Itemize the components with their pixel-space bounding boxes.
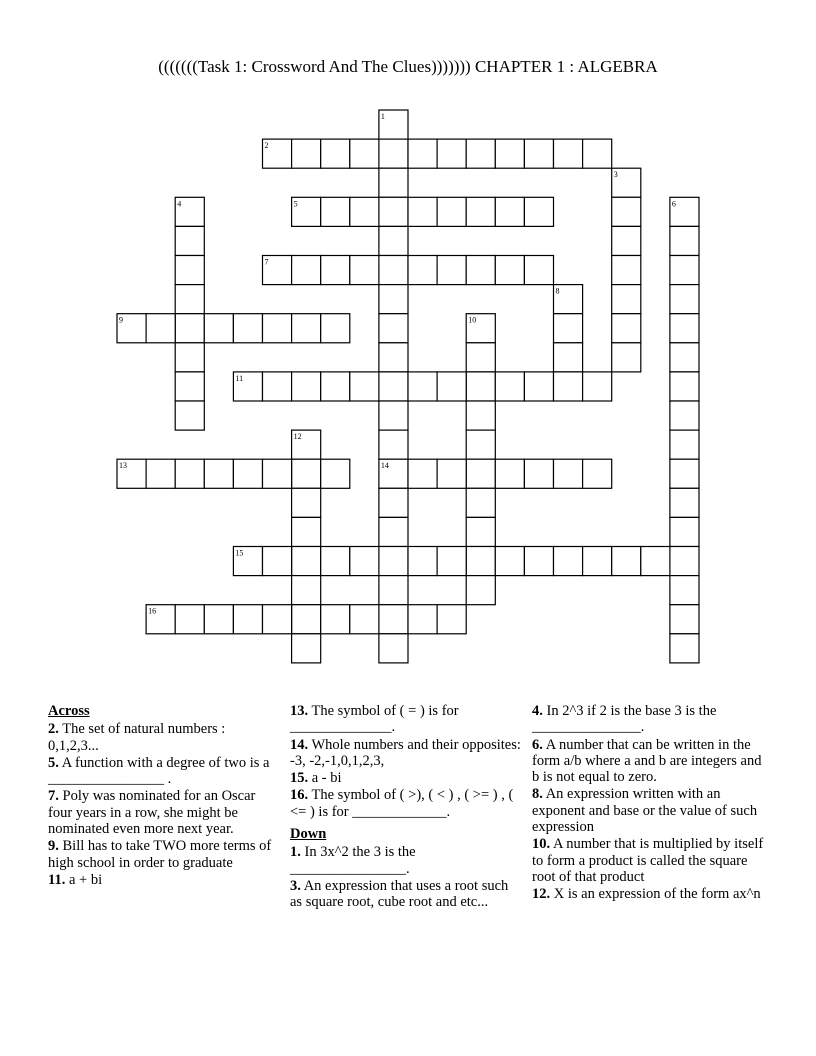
clue-text: The symbol of ( = ) is for ______________. <box>290 703 459 736</box>
clue-text: In 2^3 if 2 is the base 3 is the _______________. <box>532 703 717 736</box>
clue-number-label: 4. <box>532 703 543 719</box>
clue-item <box>48 755 276 788</box>
grid-cell[interactable] <box>583 459 612 488</box>
grid-cell[interactable] <box>379 256 408 285</box>
grid-cell[interactable] <box>554 547 583 576</box>
clue-number: 11 <box>235 373 244 383</box>
grid-cell[interactable] <box>466 517 495 546</box>
clue-item <box>532 886 772 902</box>
grid-cell[interactable] <box>292 547 321 576</box>
clue-text: Poly was nominated for an Oscar four years in a row, she might be nominated even more next year. <box>48 788 256 838</box>
clue-number: 1 <box>380 112 385 121</box>
grid-cell[interactable] <box>146 459 175 488</box>
clue-number-label: 15. <box>290 770 309 787</box>
grid-cell[interactable] <box>350 372 379 401</box>
grid-cell[interactable] <box>263 314 292 343</box>
grid-cell[interactable] <box>175 459 204 488</box>
grid-cell[interactable] <box>466 459 495 488</box>
grid-cell[interactable] <box>204 314 233 343</box>
grid-cell[interactable] <box>670 488 699 517</box>
grid-cell[interactable] <box>292 139 321 168</box>
grid-cell[interactable] <box>321 605 350 634</box>
clues-column-1 <box>48 703 276 889</box>
grid-cell[interactable] <box>263 459 292 488</box>
grid-cell[interactable] <box>379 576 408 605</box>
grid-cell[interactable] <box>670 226 699 255</box>
grid-cell[interactable] <box>524 197 553 226</box>
grid-cell[interactable] <box>554 139 583 168</box>
grid-cell[interactable] <box>379 372 408 401</box>
grid-cell[interactable] <box>379 488 408 517</box>
grid-cell[interactable] <box>554 459 583 488</box>
grid-cell[interactable] <box>495 547 524 576</box>
clue-item <box>290 787 522 820</box>
grid-cell[interactable] <box>466 576 495 605</box>
clue-text: Bill has to take TWO more terms of high school in order to graduate <box>48 838 272 871</box>
clue-item <box>290 737 522 770</box>
grid-cell[interactable] <box>524 547 553 576</box>
grid-cell[interactable] <box>408 372 437 401</box>
clue-number: 6 <box>671 199 676 209</box>
clue-number: 10 <box>468 315 477 325</box>
grid-cell[interactable] <box>670 285 699 314</box>
grid-cell[interactable] <box>554 372 583 401</box>
grid-cell[interactable] <box>379 343 408 372</box>
grid-cell[interactable] <box>466 488 495 517</box>
grid-cell[interactable] <box>408 547 437 576</box>
grid-cell[interactable] <box>379 168 408 197</box>
grid-cell[interactable] <box>175 372 204 401</box>
grid-cell[interactable] <box>321 256 350 285</box>
clue-item <box>48 721 276 754</box>
grid-cell[interactable] <box>466 372 495 401</box>
clue-number: 2 <box>264 141 269 151</box>
grid-cell[interactable] <box>670 256 699 285</box>
grid-cell[interactable] <box>379 401 408 430</box>
grid-cell[interactable] <box>292 576 321 605</box>
clue-item <box>532 836 772 885</box>
grid-cell[interactable] <box>583 547 612 576</box>
clue-text: a - bi <box>308 770 342 787</box>
clue-number-label: 11. <box>48 871 66 888</box>
clue-number: 4 <box>177 199 182 209</box>
grid-cell[interactable] <box>379 285 408 314</box>
grid-cell[interactable] <box>263 372 292 401</box>
grid-cell[interactable] <box>437 372 466 401</box>
page-title: (((((((Task 1: Crossword And The Clues))))))) CHAPTER 1 : ALGEBRA <box>158 57 658 76</box>
clue-number-label: 2. <box>48 721 59 738</box>
grid-cell[interactable] <box>321 372 350 401</box>
grid-cell[interactable] <box>204 459 233 488</box>
clue-item <box>532 786 772 835</box>
grid-cell[interactable] <box>524 256 553 285</box>
grid-cell[interactable] <box>612 197 641 226</box>
clue-number: 3 <box>613 170 618 180</box>
clue-text: Whole numbers and their opposites: -3, -2,-1,0,1,2,3, <box>290 736 521 769</box>
clue-number-label: 1. <box>290 844 301 861</box>
clues-column-3 <box>532 703 772 904</box>
clue-text: A function with a degree of two is a ________________ . <box>48 754 270 788</box>
grid-cell[interactable] <box>233 314 262 343</box>
grid-cell[interactable] <box>670 314 699 343</box>
down-heading: Down <box>290 826 327 843</box>
grid-cell[interactable] <box>292 488 321 517</box>
grid-cell[interactable] <box>583 372 612 401</box>
grid-cell[interactable] <box>321 139 350 168</box>
grid-cell[interactable] <box>292 314 321 343</box>
grid-cell[interactable] <box>641 547 670 576</box>
grid-cell[interactable] <box>437 256 466 285</box>
grid-cell[interactable] <box>554 314 583 343</box>
clue-number: 7 <box>264 257 269 267</box>
grid-cell[interactable] <box>670 401 699 430</box>
clue-item <box>532 703 772 736</box>
grid-cell[interactable] <box>408 256 437 285</box>
clue-text: An expression that uses a root such as square root, cube root and etc... <box>290 877 509 911</box>
clue-number: 8 <box>555 286 560 296</box>
grid-cell[interactable] <box>583 139 612 168</box>
clue-text: A number that can be written in the form a/b where a and b are integers and b is not equal to zero. <box>532 736 762 786</box>
clue-number: 15 <box>235 548 244 558</box>
grid-cell[interactable] <box>263 547 292 576</box>
clue-number-label: 13. <box>290 703 309 719</box>
grid-cell[interactable] <box>292 634 321 663</box>
grid-cell[interactable] <box>379 314 408 343</box>
grid-cell[interactable] <box>379 226 408 255</box>
grid-cell[interactable] <box>350 547 379 576</box>
grid-cell[interactable] <box>495 372 524 401</box>
grid-cell[interactable] <box>670 517 699 546</box>
clue-number: 14 <box>380 461 389 471</box>
grid-cell[interactable] <box>408 459 437 488</box>
grid-cell[interactable] <box>292 459 321 488</box>
clue-item <box>48 788 276 837</box>
grid-cell[interactable] <box>408 197 437 226</box>
grid-cell[interactable] <box>379 430 408 459</box>
clue-number: 12 <box>293 432 302 442</box>
clue-text: In 3x^2 the 3 is the ________________. <box>290 844 416 877</box>
grid-cell[interactable] <box>350 139 379 168</box>
grid-cell[interactable] <box>670 605 699 634</box>
grid-cell[interactable] <box>670 372 699 401</box>
grid-cell[interactable] <box>379 197 408 226</box>
grid-cell[interactable] <box>146 314 175 343</box>
grid-cell[interactable] <box>175 285 204 314</box>
grid-cell[interactable] <box>495 256 524 285</box>
grid-cell[interactable] <box>495 197 524 226</box>
clue-text: The set of natural numbers : 0,1,2,3... <box>48 721 226 754</box>
grid-cell[interactable] <box>466 197 495 226</box>
clue-number-label: 5. <box>48 754 59 771</box>
grid-cell[interactable] <box>466 343 495 372</box>
grid-cell[interactable] <box>175 605 204 634</box>
grid-cell[interactable] <box>437 605 466 634</box>
grid-cell[interactable] <box>379 517 408 546</box>
clue-number-label: 14. <box>290 736 309 753</box>
clue-item <box>290 703 522 736</box>
grid-cell[interactable] <box>408 605 437 634</box>
clue-number-label: 16. <box>290 787 309 804</box>
down-clue-list-1 <box>290 844 522 910</box>
grid-cell[interactable] <box>437 459 466 488</box>
grid-cell[interactable] <box>321 197 350 226</box>
grid-cell[interactable] <box>437 197 466 226</box>
clue-text: An expression written with an exponent and base or the value of such expression <box>532 786 758 836</box>
across-clue-list-1 <box>48 721 276 888</box>
grid-cell[interactable] <box>292 517 321 546</box>
grid-cell[interactable] <box>175 256 204 285</box>
grid-cell[interactable] <box>175 401 204 430</box>
grid-cell[interactable] <box>321 547 350 576</box>
grid-cell[interactable] <box>379 139 408 168</box>
grid-cell[interactable] <box>321 314 350 343</box>
grid-cell[interactable] <box>612 314 641 343</box>
clue-number: 9 <box>119 315 123 325</box>
grid-cell[interactable] <box>437 139 466 168</box>
clue-number-label: 6. <box>532 736 543 753</box>
grid-cell[interactable] <box>466 139 495 168</box>
grid-cell[interactable] <box>466 430 495 459</box>
grid-cell[interactable] <box>612 343 641 372</box>
clue-item <box>48 872 276 888</box>
clue-item <box>290 878 522 911</box>
grid-cell[interactable] <box>350 605 379 634</box>
across-clue-list-2 <box>290 703 522 820</box>
grid-cell[interactable] <box>466 547 495 576</box>
grid-cell[interactable] <box>233 605 262 634</box>
clue-number-label: 10. <box>532 836 551 853</box>
across-heading: Across <box>48 703 90 719</box>
grid-cell[interactable] <box>292 372 321 401</box>
grid-cell[interactable] <box>670 547 699 576</box>
clue-number: 16 <box>148 606 157 616</box>
clue-text: a + bi <box>65 871 103 888</box>
clue-number-label: 9. <box>48 838 59 855</box>
clue-number-label: 3. <box>290 877 301 894</box>
down-clue-list-2 <box>532 703 772 903</box>
grid-cell[interactable] <box>495 139 524 168</box>
clue-item <box>532 737 772 786</box>
grid-cell[interactable] <box>408 139 437 168</box>
grid-cell[interactable] <box>670 634 699 663</box>
grid-cell[interactable] <box>292 256 321 285</box>
clue-text: A number that is multiplied by itself to form a product is called the square root of that product <box>532 836 764 885</box>
grid-cell[interactable] <box>350 256 379 285</box>
grid-cell[interactable] <box>175 226 204 255</box>
grid-cell[interactable] <box>670 430 699 459</box>
clue-item <box>290 770 522 786</box>
grid-cell[interactable] <box>321 459 350 488</box>
clue-item <box>290 844 522 877</box>
clue-number: 13 <box>119 461 127 471</box>
grid-cell[interactable] <box>175 314 204 343</box>
grid-cell[interactable] <box>524 372 553 401</box>
grid-cell[interactable] <box>292 605 321 634</box>
grid-cell[interactable] <box>466 401 495 430</box>
grid-cell[interactable] <box>670 459 699 488</box>
clues-column-2 <box>290 703 522 912</box>
clue-number-label: 8. <box>532 786 543 803</box>
grid-cell[interactable] <box>612 226 641 255</box>
grid-cell[interactable] <box>495 459 524 488</box>
grid-cell[interactable] <box>670 576 699 605</box>
clue-text: The symbol of ( >), ( < ) , ( >= ) , ( <= ) is for _____________. <box>290 787 514 820</box>
grid-cell[interactable] <box>612 285 641 314</box>
grid-cell[interactable] <box>670 343 699 372</box>
grid-cell[interactable] <box>612 547 641 576</box>
clue-number: 5 <box>293 199 298 209</box>
grid-cell[interactable] <box>233 459 262 488</box>
grid-cell[interactable] <box>524 139 553 168</box>
grid-cell[interactable] <box>554 343 583 372</box>
grid-cell[interactable] <box>437 547 466 576</box>
grid-cell[interactable] <box>524 459 553 488</box>
grid-cell[interactable] <box>379 547 408 576</box>
grid-cell[interactable] <box>204 605 233 634</box>
grid-cell[interactable] <box>263 605 292 634</box>
clue-number-label: 7. <box>48 788 59 805</box>
clue-text: X is an expression of the form ax^n <box>550 886 761 903</box>
grid-cell[interactable] <box>175 343 204 372</box>
clue-number-label: 12. <box>532 886 551 903</box>
grid-cell[interactable] <box>379 605 408 634</box>
grid-cell[interactable] <box>350 197 379 226</box>
grid-cell[interactable] <box>379 634 408 663</box>
grid-cell[interactable] <box>466 256 495 285</box>
grid-cell[interactable] <box>612 256 641 285</box>
clue-item <box>48 838 276 871</box>
